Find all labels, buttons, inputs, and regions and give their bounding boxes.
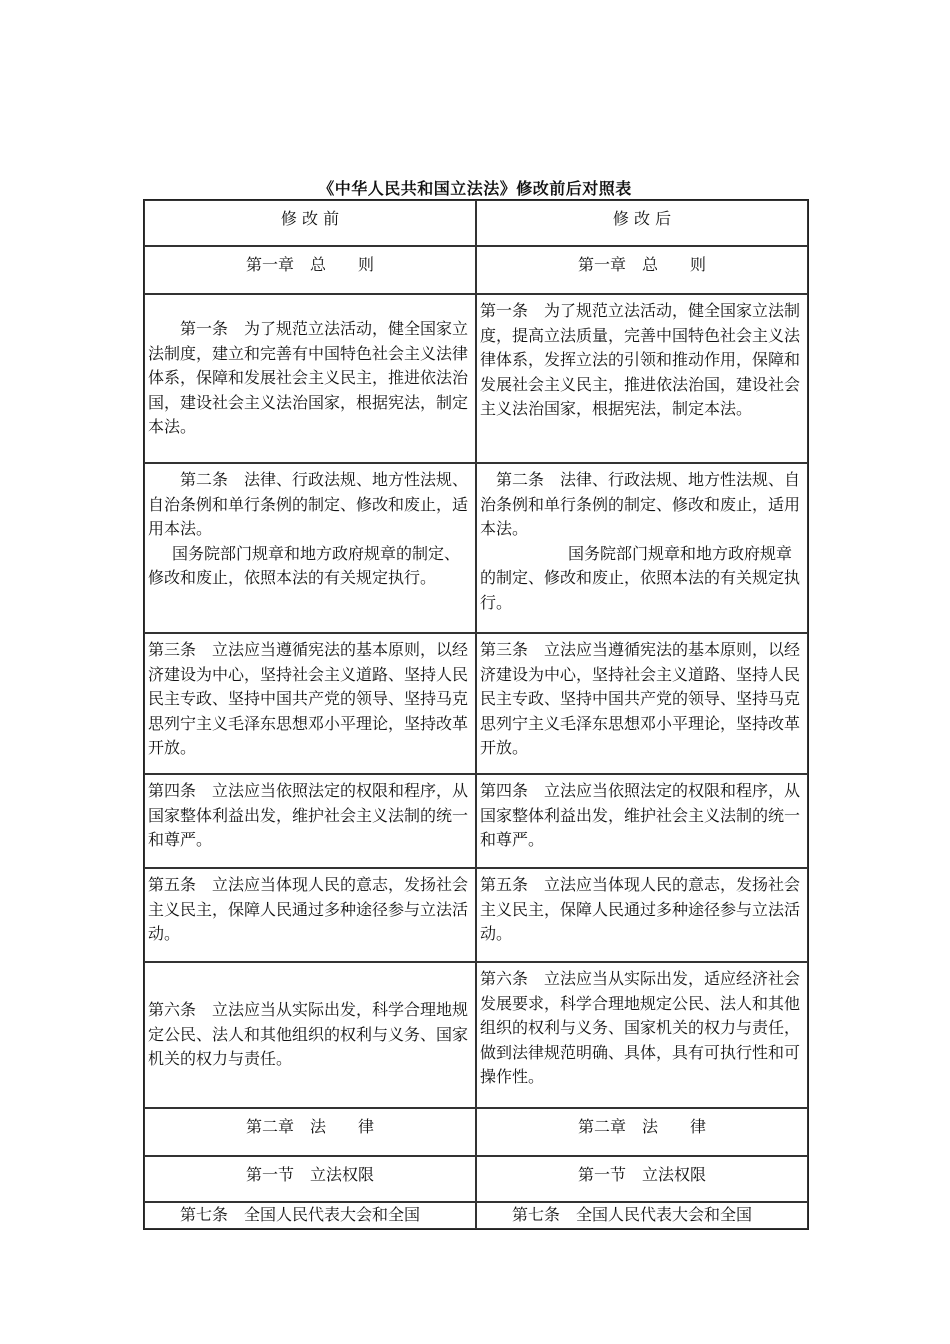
article-text: 国务院部门规章和地方政府规章的制定、修改和废止，依照本法的有关规定执行。 [148,543,461,587]
article-before [144,868,476,962]
table-row [144,246,808,294]
table-row [144,1108,808,1156]
article-before [144,633,476,774]
article-after [476,1202,808,1229]
article-text: 第三条 立法应当遵循宪法的基本原则，以经济建设为中心，坚持社会主义道路、坚持人民民主专政、坚持中国共产党的领导、坚持马克思列宁主义毛泽东思想邓小平理论，坚持改革开放。 [480,640,801,757]
table-row [144,633,808,774]
chapter-heading: 第一章 总 则 [476,246,808,294]
article-text: 第五条 立法应当体现人民的意志，发扬社会主义民主，保障人民通过多种途径参与立法活动。 [148,875,469,943]
section-heading: 第一节 立法权限 [476,1156,808,1202]
table-row [144,962,808,1108]
comparison-table [143,199,809,1230]
article-after [476,463,808,633]
header-after: 修 改 后 [476,200,808,246]
table-row [144,868,808,962]
section-heading: 第一节 立法权限 [144,1156,476,1202]
article-text: 第一条 为了规范立法活动，健全国家立法制度，建立和完善有中国特色社会主义法律体系，保障和发展社会主义民主，推进依法治国，建设社会主义法治国家，根据宪法，制定本法。 [148,319,469,437]
article-after [476,774,808,868]
article-text: 第一条 为了规范立法活动，健全国家立法制度，提高立法质量，完善中国特色社会主义法律体系，发挥立法的引领和推动作用，保障和发展社会主义民主，推进依法治国，建设社会主义法治国家，根据宪法，制定本法。 [480,301,801,418]
article-after [476,633,808,774]
article-text: 第二条 法律、行政法规、地方性法规、自治条例和单行条例的制定、修改和废止，适用本法。 [480,470,801,538]
table-row [144,774,808,868]
article-text: 国务院部门规章和地方政府规章的制定、修改和废止，依照本法的有关规定执行。 [480,543,801,612]
article-after [476,868,808,962]
article-text: 第二条 法律、行政法规、地方性法规、自治条例和单行条例的制定、修改和废止，适用本法。 [148,470,469,538]
article-before [144,294,476,463]
article-before [144,774,476,868]
table-header-row [144,200,808,246]
article-after [476,294,808,463]
table-row [144,294,808,463]
table-row [144,463,808,633]
table-row [144,1202,808,1229]
article-text: 第七条 全国人民代表大会和全国 [512,1205,753,1224]
article-text: 第七条 全国人民代表大会和全国 [180,1205,421,1224]
chapter-heading: 第二章 法 律 [476,1108,808,1156]
article-text: 第四条 立法应当依照法定的权限和程序，从国家整体利益出发，维护社会主义法制的统一和尊严。 [480,781,801,849]
article-text: 第五条 立法应当体现人民的意志，发扬社会主义民主，保障人民通过多种途径参与立法活动。 [480,875,801,943]
article-text: 第四条 立法应当依照法定的权限和程序，从国家整体利益出发，维护社会主义法制的统一和尊严。 [148,781,469,849]
article-before [144,962,476,1108]
chapter-heading: 第二章 法 律 [144,1108,476,1156]
article-text: 第六条 立法应当从实际出发，科学合理地规定公民、法人和其他组织的权利与义务、国家机关的权力与责任。 [148,1000,469,1069]
chapter-heading: 第一章 总 则 [144,246,476,294]
table-row [144,1156,808,1202]
header-before: 修 改 前 [144,200,476,246]
article-text: 第三条 立法应当遵循宪法的基本原则，以经济建设为中心，坚持社会主义道路、坚持人民民主专政、坚持中国共产党的领导、坚持马克思列宁主义毛泽东思想邓小平理论，坚持改革开放。 [148,640,469,757]
article-text: 第六条 立法应当从实际出发，适应经济社会发展要求，科学合理地规定公民、法人和其他组织的权利与义务、国家机关的权力与责任，做到法律规范明确、具体，具有可执行性和可操作性。 [480,969,801,1086]
article-before [144,1202,476,1229]
article-after [476,962,808,1108]
article-before [144,463,476,633]
page-title: 《中华人民共和国立法法》修改前后对照表 [318,179,632,198]
